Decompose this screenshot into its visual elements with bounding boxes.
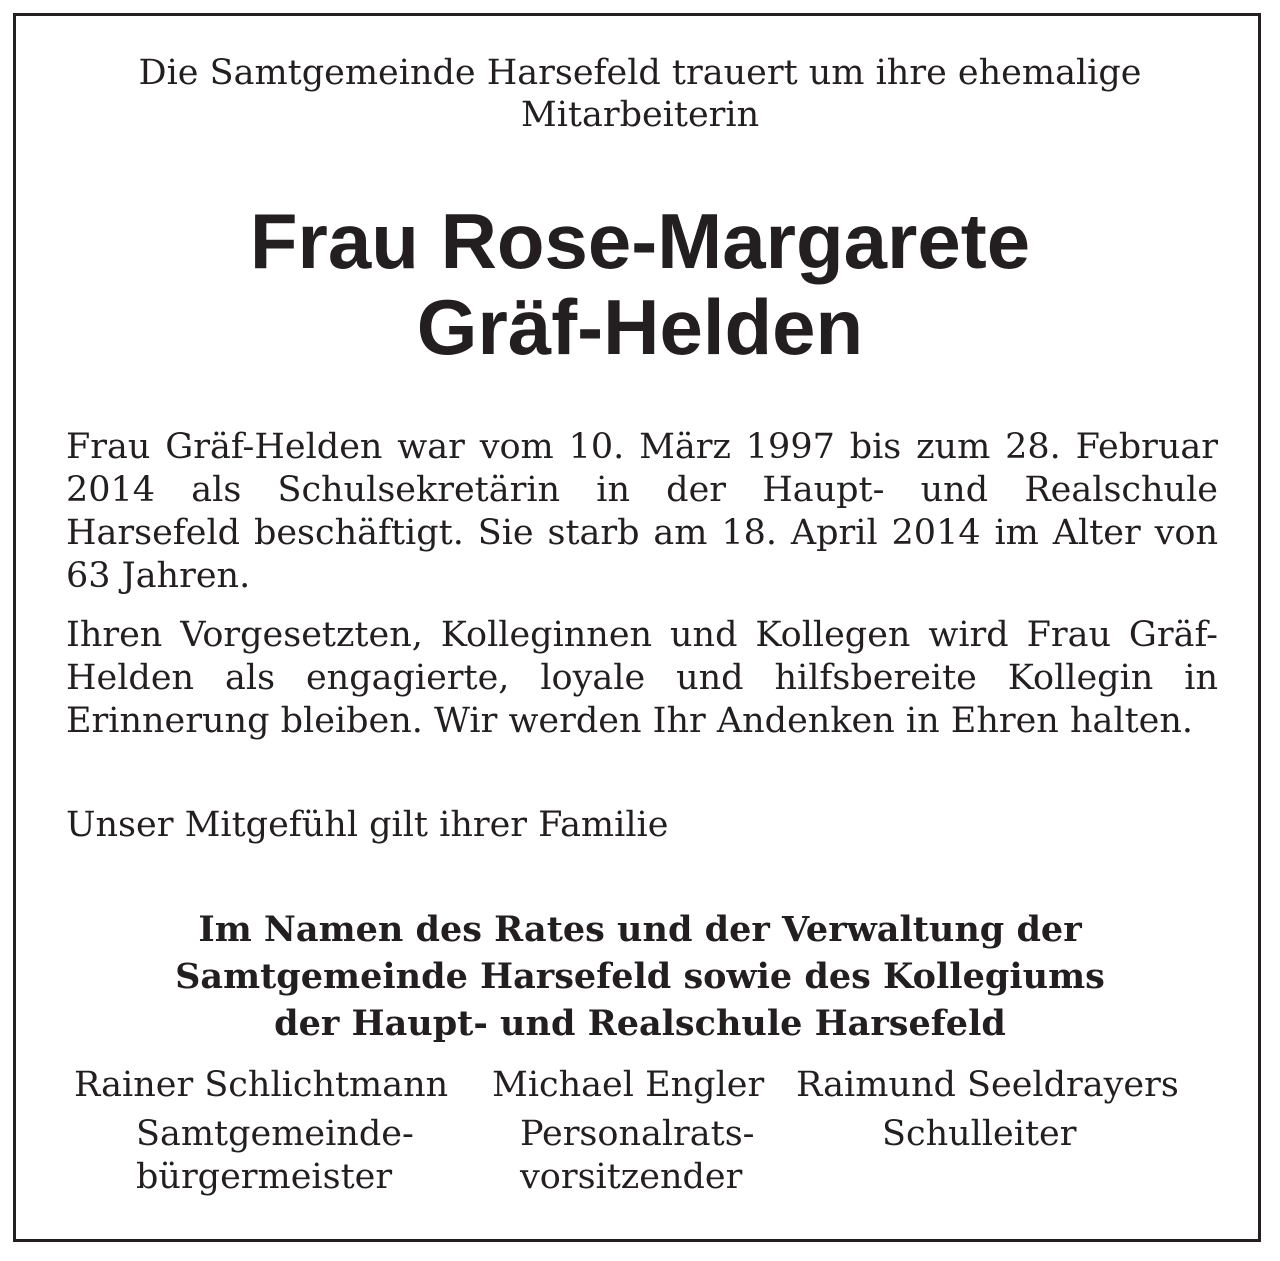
closing-line2: Samtgemeinde Harsefeld sowie des Kollegiums — [175, 956, 1105, 997]
deceased-name — [40, 198, 1240, 370]
intro-text: Die Samtgemeinde Harsefeld trauert um ihre ehemalige Mitarbeiterin — [138, 53, 1142, 135]
signer-title-line1: Personalrats- — [520, 1114, 755, 1154]
signer-title-line2: vorsitzender — [520, 1157, 743, 1197]
paragraph-condolence: Unser Mitgefühl gilt ihrer Familie — [66, 805, 669, 845]
closing-line1: Im Namen des Rates und der Verwaltung der — [198, 909, 1082, 950]
deceased-name-line2: Gräf-Helden — [416, 283, 864, 371]
signer-title-line1: Schulleiter — [882, 1114, 1077, 1154]
signer-staff-council — [492, 1064, 764, 1199]
signer-name: Michael Engler — [492, 1065, 765, 1105]
signer-name: Raimund Seeldrayers — [796, 1065, 1179, 1105]
paragraph-employment: Frau Gräf-Helden war vom 10. März 1997 bis zum 28. Februar 2014 als Schulsekretärin in der Haupt- und Realschule Harsefeld beschäftigt. Sie starb am 18. April 2014 im Alter von 63 Jahren. — [66, 427, 1218, 596]
closing-statement — [40, 906, 1240, 1047]
signer-title-line1: Samtgemeinde- — [136, 1114, 414, 1154]
signer-name: Rainer Schlichtmann — [74, 1065, 449, 1105]
signer-title-line2: bürgermeister — [136, 1157, 393, 1197]
signer-headmaster — [796, 1064, 1179, 1156]
closing-line3: der Haupt- und Realschule Harsefeld — [274, 1003, 1006, 1044]
signer-mayor — [74, 1064, 448, 1199]
deceased-name-line1: Frau Rose-Margarete — [249, 197, 1031, 285]
paragraph-remembrance: Ihren Vorgesetzten, Kolleginnen und Kollegen wird Frau Gräf-Helden als engagierte, loyale und hilfsbereite Kollegin in Erinnerung bleiben. Wir werden Ihr Andenken in Ehren halten. — [66, 615, 1218, 741]
